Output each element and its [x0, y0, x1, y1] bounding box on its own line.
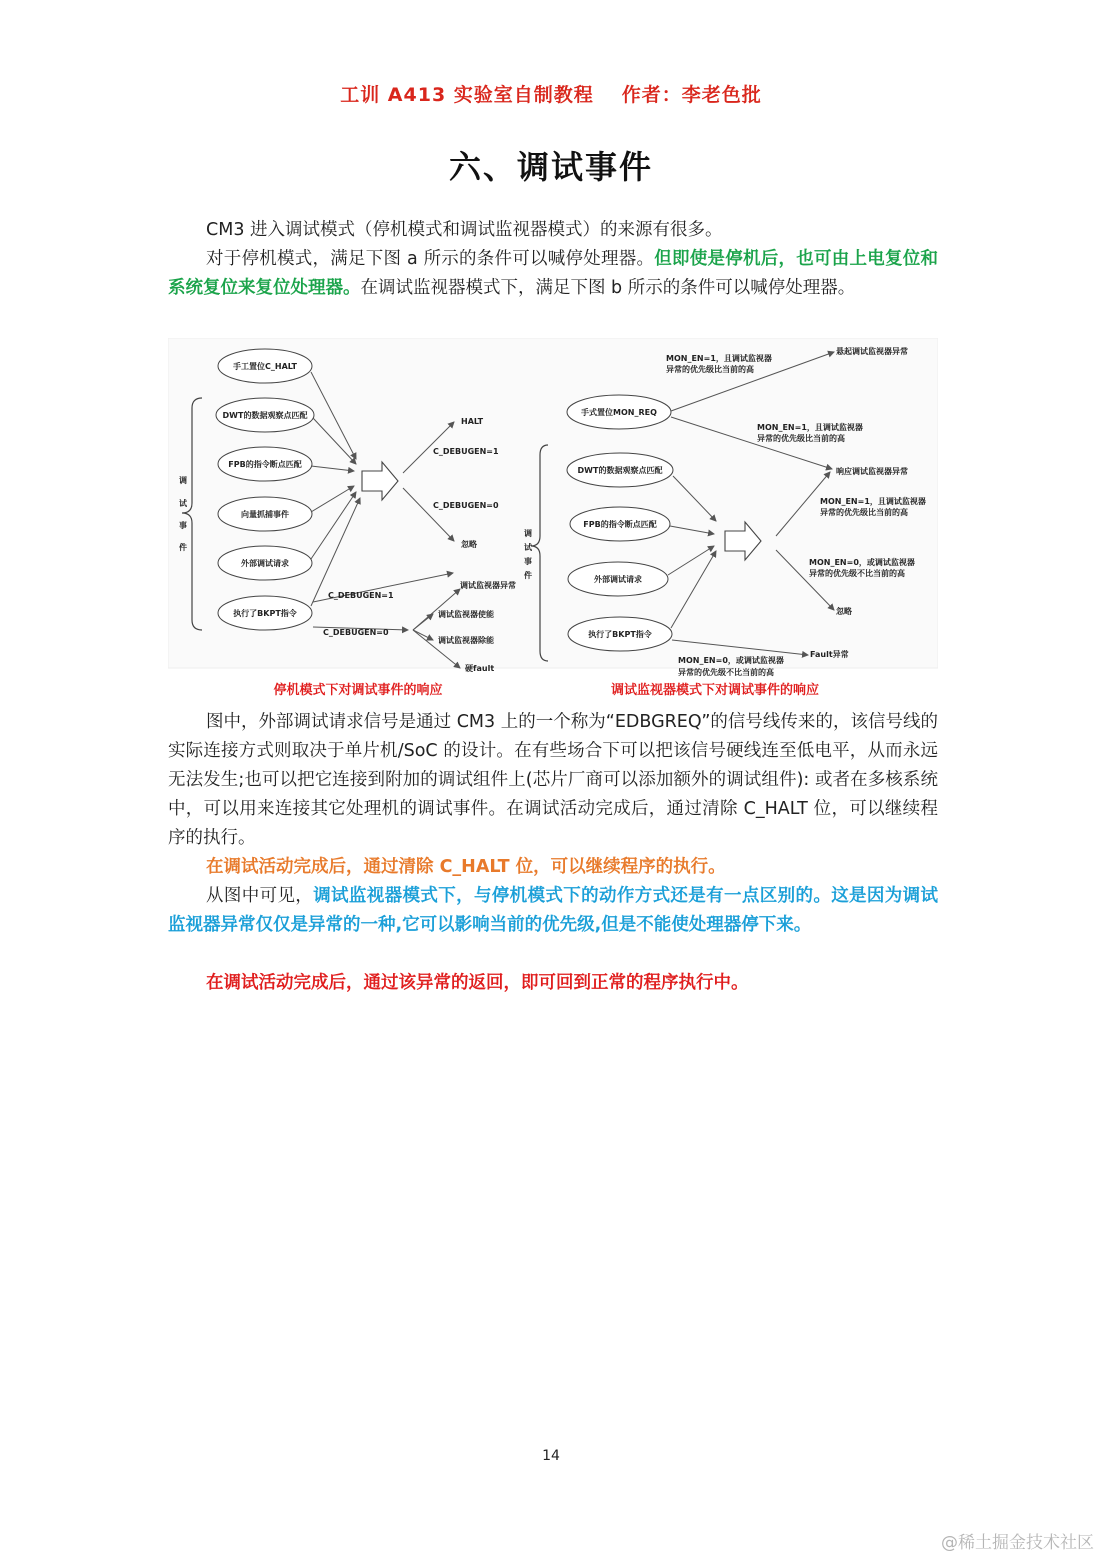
watermark: @稀土掘金技术社区 — [941, 1533, 1094, 1553]
right-side-label-2: 试 — [524, 543, 532, 552]
right-edge-label-3-line-1: MON_EN=1，且调试监视器 — [820, 497, 926, 506]
left-node-label-1: 手工置位C_HALT — [233, 362, 297, 371]
paragraph-clear-c-halt: 在调试活动完成后，通过清除 C_HALT 位，可以继续程序的执行。 — [206, 857, 726, 877]
debug-event-diagram — [168, 338, 938, 703]
right-side-label-1: 调 — [524, 529, 532, 538]
left-edge-label-1: C_DEBUGEN=1 — [433, 447, 499, 456]
right-node-label-5: 执行了BKPT指令 — [588, 630, 652, 639]
left-node-label-6: 执行了BKPT指令 — [233, 609, 297, 618]
left-node-label-5: 外部调试请求 — [241, 559, 289, 568]
right-node-label-2: DWT的数据观察点匹配 — [577, 466, 663, 475]
left-node-label-4: 向量抓捕事件 — [241, 510, 289, 519]
right-node-label-1: 手式置位MON_REQ — [581, 408, 657, 417]
page-number: 14 — [542, 1448, 560, 1464]
monitor-difference-highlight: 调试监视器模式下，与停机模式下的动作方式还是有一点区别的。这是因为调试监视器异常仅仅是异常的一种,它可以影响当前的优先级,但是不能使处理器停下来。 — [168, 886, 939, 935]
paragraph-intro: CM3 进入调试模式（停机模式和调试监视器模式）的来源有很多。 — [206, 220, 723, 240]
section-title: 六、调试事件 — [448, 148, 653, 186]
left-figure-caption: 停机模式下对调试事件的响应 — [273, 683, 443, 698]
left-side-label-2: 试 — [179, 499, 187, 508]
paragraph-edbgreq: 图中，外部调试请求信号是通过 CM3 上的一个称为“EDBGREQ”的信号线传来的，该信号线的实际连接方式则取决于单片机/SoC 的设计。在有些场合下可以把该信号硬线连至低电平，从而永远无法发生;也可以把它连接到附加的调试组件上(芯片厂商可以添加额外的调试组件): 或者在多核系统中，可以用来连接其它处理机的调试事件。在调试活动完成后，通过清除 C_HALT 位，可以继续程序的执行。 — [168, 712, 938, 848]
halt-mode-text: 对于停机模式，满足下图 a 所示的条件可以喊停处理器。 — [206, 249, 655, 269]
debug-event-figure — [168, 338, 938, 703]
right-node-label-4: 外部调试请求 — [594, 575, 642, 584]
page-header — [0, 80, 1102, 107]
right-edge-label-5-line-2: 异常的优先级不比当前的高 — [678, 668, 774, 677]
right-edge-label-2-line-1: MON_EN=1，且调试监视器 — [757, 423, 863, 432]
header-author: 作者：李老色批 — [621, 84, 762, 106]
left-outcome-monitor-exception: 调试监视器异常 — [460, 581, 516, 590]
left-edge-label-4: C_DEBUGEN=0 — [323, 628, 389, 637]
monitor-difference-lead: 从图中可见， — [206, 886, 314, 906]
header-course: 工训 A413 实验室自制教程 — [340, 84, 594, 106]
monitor-mode-text: 在调试监视器模式下，满足下图 b 所示的条件可以喊停处理器。 — [360, 278, 856, 298]
right-edge-label-1-line-2: 异常的优先级比当前的高 — [666, 365, 754, 374]
right-edge-label-4-line-2: 异常的优先级不比当前的高 — [809, 569, 905, 578]
paragraph-halt-mode — [168, 245, 938, 303]
right-outcome-respond-monitor: 响应调试监视器异常 — [836, 467, 908, 476]
left-edge-label-3: C_DEBUGEN=1 — [328, 591, 394, 600]
right-side-label-3: 事 — [524, 557, 532, 566]
paragraph-monitor-difference — [168, 882, 938, 940]
left-edge-label-2: C_DEBUGEN=0 — [433, 501, 499, 510]
left-side-label-3: 事 — [179, 521, 187, 530]
right-outcome-ignore: 忽略 — [836, 607, 852, 616]
left-node-label-3: FPB的指令断点匹配 — [228, 460, 302, 469]
left-side-label-4: 件 — [179, 543, 187, 552]
left-outcome-ignore: 忽略 — [461, 540, 477, 549]
right-edge-label-2-line-2: 异常的优先级比当前的高 — [757, 434, 845, 443]
reset-highlight: 但即使是停机后，也可由上电复位和系统复位来复位处理器。 — [168, 249, 938, 298]
right-node-label-3: FPB的指令断点匹配 — [583, 520, 657, 529]
left-node-label-2: DWT的数据观察点匹配 — [222, 411, 308, 420]
right-edge-label-5-line-1: MON_EN=0，或调试监视器 — [678, 656, 784, 665]
left-outcome-hardfault: 硬fault — [465, 664, 495, 673]
right-figure-caption: 调试监视器模式下对调试事件的响应 — [610, 683, 820, 698]
left-side-label-1: 调 — [179, 476, 187, 485]
right-edge-label-1-line-1: MON_EN=1，且调试监视器 — [666, 354, 772, 363]
paragraph-exception-return: 在调试活动完成后，通过该异常的返回，即可回到正常的程序执行中。 — [206, 973, 749, 993]
left-outcome-monitor-disable: 调试监视器除能 — [438, 636, 494, 645]
left-outcome-halt: HALT — [461, 417, 484, 426]
left-outcome-monitor-enable: 调试监视器使能 — [438, 610, 494, 619]
right-edge-label-3-line-2: 异常的优先级比当前的高 — [820, 508, 908, 517]
right-outcome-fault: Fault异常 — [810, 650, 849, 659]
right-edge-label-4-line-1: MON_EN=0，或调试监视器 — [809, 558, 915, 567]
right-side-label-4: 件 — [524, 571, 532, 580]
right-outcome-pend-monitor: 悬起调试监视器异常 — [836, 347, 908, 356]
